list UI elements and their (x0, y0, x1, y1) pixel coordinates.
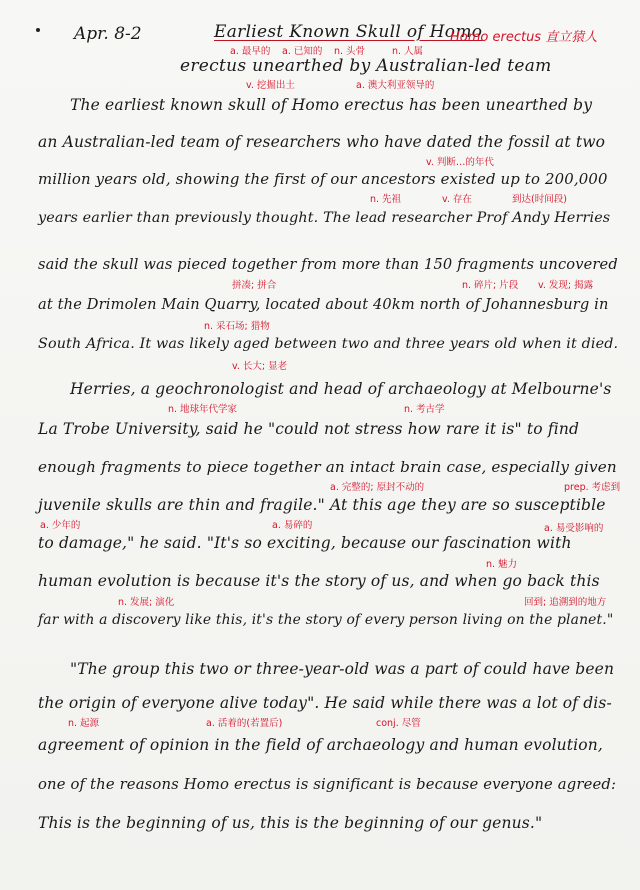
p2-line-5: to damage," he said. "It's so exciting, because our fascination with (38, 534, 572, 552)
title-line-1: Earliest Known Skull of Homo (214, 22, 483, 42)
bullet-dot (36, 28, 40, 32)
annotation-given: prep. 考虑到 (564, 482, 621, 493)
annotation-while: conj. 尽管 (376, 718, 421, 729)
date-label: Apr. 8-2 (74, 24, 142, 44)
annotation-australian-led: a. 澳大利亚领导的 (356, 80, 435, 91)
annotation-fragments: n. 碎片; 片段 (462, 280, 519, 291)
annotation-evolution: n. 发展; 演化 (118, 597, 175, 608)
p3-line-2: the origin of everyone alive today". He said while there was a lot of dis- (38, 694, 612, 712)
p2-line-1: Herries, a geochronologist and head of archaeology at Melbourne's (70, 380, 612, 398)
p1-line-4: years earlier than previously thought. The lead researcher Prof Andy Herries (38, 210, 611, 226)
annotation-geochronologist: n. 地球年代学家 (168, 404, 238, 415)
p1-line-2: an Australian-led team of researchers who have dated the fossil at two (38, 133, 606, 151)
p3-line-4: one of the reasons Homo erectus is significant is because everyone agreed: (38, 776, 617, 793)
title-line-2: erectus unearthed by Australian-led team (180, 56, 552, 76)
annotation-uncovered: v. 发现; 揭露 (538, 280, 594, 291)
annotation-up-to: 到达(时间段) (512, 194, 567, 205)
annotation-origin: n. 起源 (68, 718, 100, 729)
annotation-unearthed: v. 挖掘出土 (246, 80, 295, 91)
p1-line-3: million years old, showing the first of our ancestors existed up to 200,000 (38, 170, 608, 188)
annotation-aged: v. 长大; 显老 (232, 361, 288, 372)
annotation-go-back: 回到; 追溯到的地方 (524, 597, 607, 608)
annotation-dated: v. 判断…的年代 (426, 157, 494, 168)
annotation-homo: n. 人属 (392, 46, 424, 57)
annotation-fascination: n. 魅力 (486, 559, 518, 570)
annotation-earliest: a. 最早的 (230, 46, 271, 57)
annotation-intact: a. 完整的; 原封不动的 (330, 482, 425, 493)
p2-line-3: enough fragments to piece together an intact brain case, especially given (38, 458, 617, 476)
annotation-ancestors: n. 先祖 (370, 194, 402, 205)
annotation-susceptible: a. 易受影响的 (544, 523, 604, 534)
p2-line-2: La Trobe University, said he "could not stress how rare it is" to find (38, 420, 580, 438)
p3-line-3: agreement of opinion in the field of archaeology and human evolution, (38, 736, 603, 754)
annotation-skull: n. 头骨 (334, 46, 366, 57)
p1-line-7: South Africa. It was likely aged between two and three years old when it died. (38, 336, 619, 352)
p2-line-6: human evolution is because it's the story of us, and when go back this (38, 572, 600, 590)
annotation-known: a. 已知的 (282, 46, 323, 57)
annotation-fragile: a. 易碎的 (272, 520, 313, 531)
annotation-pieced-together: 拼凑; 拼合 (232, 280, 277, 291)
p1-line-5: said the skull was pieced together from more than 150 fragments uncovered (38, 256, 618, 273)
side-note-homo-erectus: Homo erectus 直立猿人 (450, 30, 598, 45)
p1-line-6: at the Drimolen Main Quarry, located about 40km north of Johannesburg in (38, 296, 609, 313)
p3-line-5: This is the beginning of us, this is the beginning of our genus." (38, 814, 543, 832)
annotation-existed: v. 存在 (442, 194, 472, 205)
p3-line-1: "The group this two or three-year-old was a part of could have been (70, 660, 615, 678)
annotation-juvenile: a. 少年的 (40, 520, 81, 531)
p1-line-1: The earliest known skull of Homo erectus has been unearthed by (70, 96, 593, 114)
annotation-archaeology: n. 考古学 (404, 404, 445, 415)
p2-line-4: juvenile skulls are thin and fragile." At this age they are so susceptible (38, 496, 606, 514)
annotation-quarry: n. 采石场; 猎物 (204, 321, 270, 332)
annotation-alive-today: a. 活着的(若置后) (206, 718, 283, 729)
p2-line-7: far with a discovery like this, it's the story of every person living on the planet." (38, 612, 614, 628)
